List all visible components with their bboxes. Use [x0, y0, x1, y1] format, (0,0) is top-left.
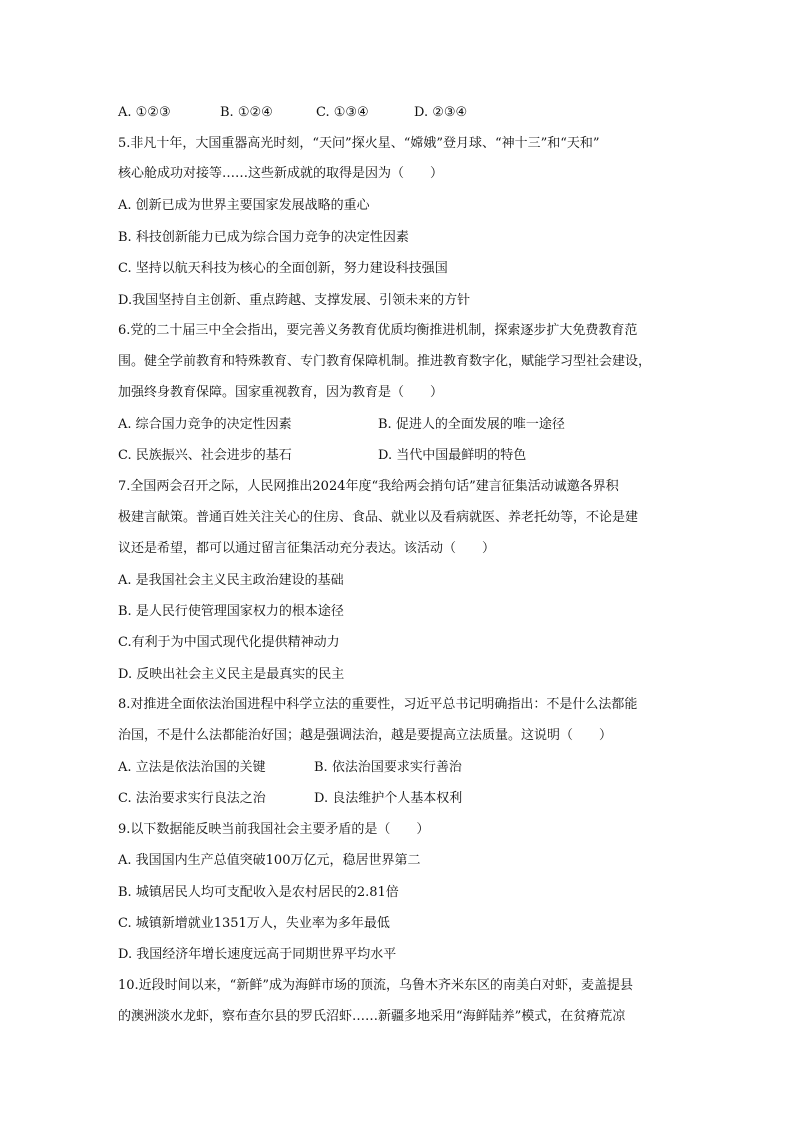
q9-stem-line-1: 9.以下数据能反映当前我国社会主要矛盾的是（ ）	[118, 822, 430, 837]
q7-stem-line-2: 极建言献策。普通百姓关注关心的住房、食品、就业以及看病就医、养老托幼等，不论是建	[118, 510, 639, 525]
q6-option-a: A. 综合国力竞争的决定性因素	[118, 417, 292, 432]
q8-stem-line-2: 治国，不是什么法都能治好国；越是强调法治，越是要提高立法质量。这说明（ ）	[118, 728, 613, 743]
q6-stem-line-1: 6.党的二十届三中全会指出，要完善义务教育优质均衡推进机制，探索逐步扩大免费教育范	[118, 323, 638, 338]
q9-option-a: A. 我国国内生产总值突破100万亿元，稳居世界第二	[118, 853, 421, 868]
q9-option-c: C. 城镇新增就业1351万人，失业率为多年最低	[118, 916, 390, 931]
q5-option-c: C. 坚持以航天科技为核心的全面创新，努力建设科技强国	[118, 261, 448, 276]
q4-option-b: B. ①②④	[220, 105, 273, 120]
q10-stem-line-2: 的澳洲淡水龙虾，察布查尔县的罗氏沼虾……新疆多地采用“海鲜陆养”模式，在贫瘠荒凉	[118, 1009, 626, 1024]
q10-stem-line-1: 10.近段时间以来，“新鲜”成为海鲜市场的顶流，乌鲁木齐米东区的南美白对虾，麦盖提县	[118, 978, 633, 993]
q6-option-c: C. 民族振兴、社会进步的基石	[118, 448, 292, 463]
q8-option-b: B. 依法治国要求实行善治	[314, 760, 462, 775]
q7-stem-line-3: 议还是希望，都可以通过留言征集活动充分表达。该活动（ ）	[118, 541, 496, 556]
q7-stem-line-1: 7.全国两会召开之际，人民网推出2024年度“我给两会捎句话”建言征集活动诚邀各界积	[118, 479, 619, 494]
q5-option-d: D.我国坚持自主创新、重点跨越、支撑发展、引领未来的方针	[118, 293, 471, 308]
q8-stem-line-1: 8.对推进全面依法治国进程中科学立法的重要性，习近平总书记明确指出：不是什么法都能	[118, 697, 638, 712]
q9-option-b: B. 城镇居民人均可支配收入是农村居民的2.81倍	[118, 885, 399, 900]
q7-option-a: A. 是我国社会主义民主政治建设的基础	[118, 573, 344, 588]
q5-stem-line-1: 5.非凡十年，大国重器高光时刻，“天问”探火星、“嫦娥”登月球、“神十三”和“天和”	[118, 136, 600, 151]
q8-option-d: D. 良法维护个人基本权利	[314, 791, 463, 806]
q5-option-a: A. 创新已成为世界主要国家发展战略的重心	[118, 198, 370, 213]
q5-option-b: B. 科技创新能力已成为综合国力竞争的决定性因素	[118, 230, 409, 245]
q5-stem-line-2: 核心舱成功对接等……这些新成就的取得是因为（ ）	[118, 166, 444, 181]
q6-stem-line-2: 围。健全学前教育和特殊教育、专门教育保障机制。推进教育数字化，赋能学习型社会建设，	[118, 354, 652, 369]
q4-option-c: C. ①③④	[316, 105, 369, 120]
q6-option-b: B. 促进人的全面发展的唯一途径	[378, 417, 565, 432]
q9-option-d: D. 我国经济年增长速度远高于同期世界平均水平	[118, 947, 397, 962]
q8-option-c: C. 法治要求实行良法之治	[118, 791, 266, 806]
q7-option-d: D. 反映出社会主义民主是最真实的民主	[118, 667, 345, 682]
q4-option-d: D. ②③④	[414, 105, 468, 120]
q7-option-b: B. 是人民行使管理国家权力的根本途径	[118, 604, 344, 619]
q4-option-a: A. ①②③	[118, 105, 171, 120]
q6-stem-line-3: 加强终身教育保障。国家重视教育，因为教育是（ ）	[118, 385, 444, 400]
q8-option-a: A. 立法是依法治国的关键	[118, 760, 266, 775]
q6-option-d: D. 当代中国最鲜明的特色	[378, 448, 527, 463]
q7-option-c: C.有利于为中国式现代化提供精神动力	[118, 635, 340, 650]
